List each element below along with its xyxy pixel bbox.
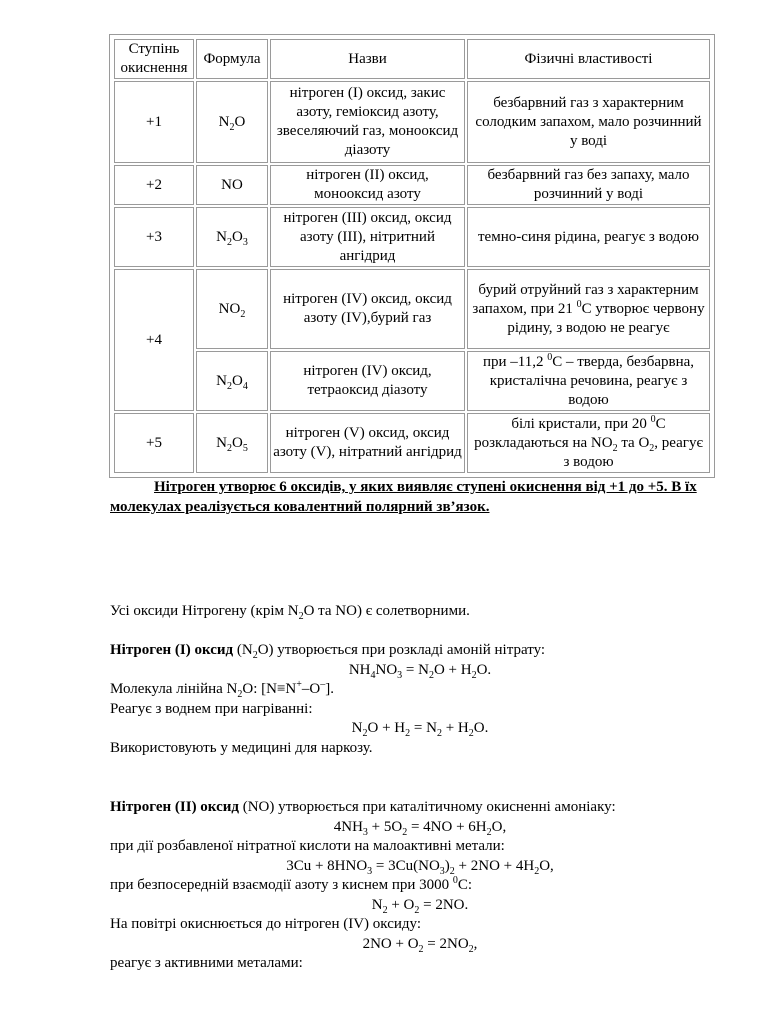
cell-properties: темно-синя рідина, реагує з водою — [467, 207, 710, 267]
cell-names: нітроген (III) оксид, оксид азоту (III), нітритний ангідрид — [270, 207, 465, 267]
header-formula: Формула — [196, 39, 268, 79]
no-section: Нітроген (II) оксид (NO) утворюється при каталітичному окисненні амоніаку: $4NH_3 + 5O_2 = 4NO + 6H_2O$, при дії розбавленої нітратної кислоти на малоактивні метали: $3Cu + 8HNO_3 = 3Cu(NO_3)_2 + 2NO + 4H_2O$, при безпосередній взаємодії азоту з киснем при 3000 $^0$С: $N_2 + O_2 = 2NO$. На повітрі окиснюється до нітроген (IV) оксиду: $2NO + O_2 = 2NO_2$, реагує з активними металами: — [110, 798, 730, 974]
equation: $N_2 + O_2 = 2NO$. — [371, 896, 469, 916]
table-row — [114, 351, 710, 411]
cell-state: +1 — [114, 81, 194, 163]
cell-properties: при –11,2 $^0$С – тверда, безбарвна, кристалічна речовина, реагує з водою — [467, 351, 710, 411]
cell-formula: $N_2O$ — [196, 81, 268, 163]
salt-forming-paragraph: Усі оксиди Нітрогену (крім $N_2O$ та NO) є солетворними. — [110, 603, 470, 622]
table-row — [114, 269, 710, 349]
oxides-table-frame — [109, 34, 715, 478]
table-header-row — [114, 39, 710, 79]
cell-formula: $N_2O_4$ — [196, 351, 268, 411]
cell-state: +4 — [114, 269, 194, 411]
cell-properties: безбарвний газ без запаху, мало розчинний у воді — [467, 165, 710, 205]
cell-state: +5 — [114, 413, 194, 473]
cell-formula: $N_2O_3$ — [196, 207, 268, 267]
cell-names: нітроген (I) оксид, закис азоту, геміоксид азоту, звеселяючий газ, монооксид діазоту — [270, 81, 465, 163]
cell-formula: $NO_2$ — [196, 269, 268, 349]
summary-paragraph — [110, 477, 730, 517]
cell-state: +2 — [114, 165, 194, 205]
cell-properties: бурий отруйний газ з характерним запахом, при 21 $^0$С утворює червону рідину, з водою не реагує — [467, 269, 710, 349]
header-oxidation-state: Ступінь окиснення — [114, 39, 194, 79]
cell-names: нітроген (IV) оксид, оксид азоту (IV),бурий газ — [270, 269, 465, 349]
cell-formula: NO — [196, 165, 268, 205]
header-properties: Фізичні властивості — [467, 39, 710, 79]
cell-names: нітроген (V) оксид, оксид азоту (V), нітратний ангідрид — [270, 413, 465, 473]
cell-state: +3 — [114, 207, 194, 267]
summary-text: Нітроген утворює 6 оксидів, у яких виявляє ступені окиснення від +1 до +5. В їх молекулах реалізується ковалентний полярний зв’язок. — [110, 479, 697, 515]
table-row — [114, 81, 710, 163]
oxides-table — [112, 37, 712, 475]
cell-properties: білі кристали, при 20 $^0$С розкладаються на $NO_2$ та $O_2$, реагує з водою — [467, 413, 710, 473]
n2o-section: Нітроген (I) оксид $(N_2O)$ утворюється при розкладі амоній нітрату: $NH_4NO_3 = N_2O + H_2O$. Молекула лінійна $N_2O$: [N≡N+–O–]. Реагує з воднем при нагріванні: $N_2O + H_2 = N_2 + H_2O$. Використовують у медицині для наркозу. — [110, 641, 730, 758]
equation: $3Cu + 8HNO_3 = 3Cu(NO_3)_2 + 2NO + 4H_2O$, — [286, 857, 554, 877]
cell-names: нітроген (II) оксид, монооксид азоту — [270, 165, 465, 205]
table-row — [114, 165, 710, 205]
table-row — [114, 413, 710, 473]
equation: $NH_4NO_3 = N_2O + H_2O$. — [348, 661, 492, 681]
cell-formula: $N_2O_5$ — [196, 413, 268, 473]
header-names: Назви — [270, 39, 465, 79]
cell-properties: безбарвний газ з характерним солодким запахом, мало розчинний у воді — [467, 81, 710, 163]
equation: $4NH_3 + 5O_2 = 4NO + 6H_2O$, — [333, 818, 507, 838]
equation: $2NO + O_2 = 2NO_2$, — [362, 935, 478, 955]
cell-names: нітроген (IV) оксид, тетраоксид діазоту — [270, 351, 465, 411]
no-heading: Нітроген (II) оксид — [110, 799, 239, 815]
table-row — [114, 207, 710, 267]
n2o-heading: Нітроген (I) оксид — [110, 642, 234, 658]
equation: $N_2O + H_2 = N_2 + H_2O$. — [351, 720, 489, 739]
